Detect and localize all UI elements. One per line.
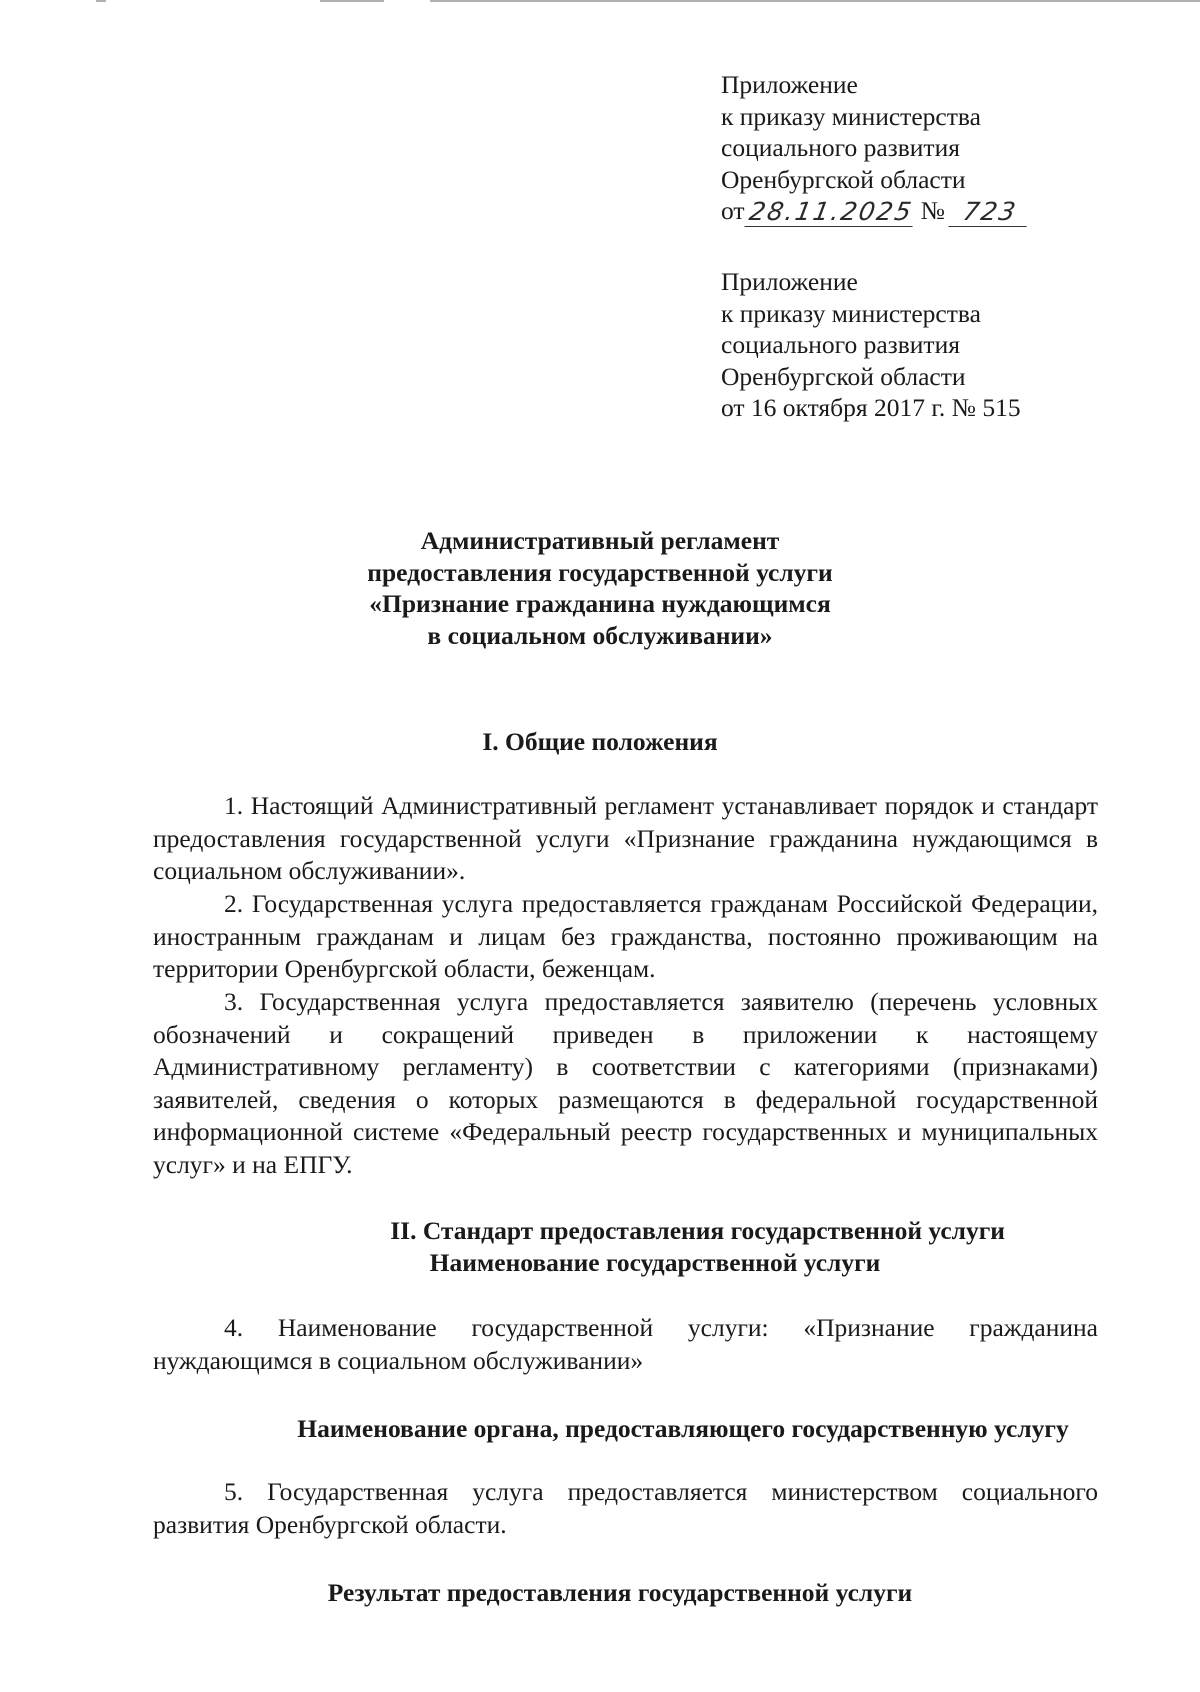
- number-sign: №: [920, 196, 945, 225]
- appendix-line: Оренбургской области: [721, 164, 966, 194]
- paragraph-2: 2. Государственная услуга предоставляется гражданам Российской Федерации, иностранным гражданам и лицам без гражданства, постоянно проживающим на территории Оренбургской области, беженцам.: [153, 889, 1098, 983]
- appendix-block-new: [721, 69, 1029, 227]
- order-date-number-row: [721, 195, 1029, 227]
- section-heading-general: I. Общие положения: [482, 727, 718, 756]
- appendix-line: Оренбургской области: [721, 361, 966, 391]
- title-line: в социальном обслуживании»: [427, 620, 773, 650]
- appendix-line: социального развития: [721, 133, 960, 162]
- title-line: «Признание гражданина нуждающимся: [369, 589, 831, 618]
- appendix-line: Приложение: [721, 267, 858, 296]
- appendix-line: социального развития: [721, 330, 960, 359]
- appendix-line: к приказу министерства: [721, 298, 981, 328]
- handwritten-number: 723: [948, 198, 1031, 227]
- document-title: [0, 525, 1200, 651]
- section-heading-standard: II. Стандарт предоставления государственной услуги: [390, 1216, 1005, 1245]
- title-line: предоставления государственной услуги: [367, 557, 833, 587]
- subheading-service-name: Наименование государственной услуги: [429, 1248, 881, 1277]
- appendix-line: Приложение: [721, 70, 858, 99]
- paragraph-3: 3. Государственная услуга предоставляется заявителю (перечень условных обозначений и сокращений приведен в приложении к настоящему Административному регламенту) в соответствии с категориями (признаками) заявителей, сведения о которых размещаются в федеральной государственной информационной системе «Федеральный реестр государственных и муниципальных услуг» и на ЕПГУ.: [153, 987, 1098, 1179]
- subheading-authority: Наименование органа, предоставляющего государственную услугу: [297, 1414, 1069, 1443]
- appendix-block-old: [721, 266, 1021, 424]
- appendix-line: к приказу министерства: [721, 101, 981, 131]
- paragraph-5: 5. Государственная услуга предоставляется министерством социального развития Оренбургской области.: [153, 1477, 1098, 1539]
- paragraph-1: 1. Настоящий Административный регламент устанавливает порядок и стандарт предоставления государственной услуги «Признание гражданина нуждающимся в социальном обслуживании».: [153, 791, 1098, 885]
- subheading-result: Результат предоставления государственной услуги: [327, 1578, 913, 1607]
- handwritten-date: 28.11.2025: [744, 198, 917, 227]
- from-label: от: [721, 196, 745, 225]
- scan-edge-marks: [0, 0, 1200, 4]
- title-line: Административный регламент: [420, 526, 780, 555]
- paragraph-4: 4. Наименование государственной услуги: «Признание гражданина нуждающимся в социальном обслуживании»: [153, 1313, 1098, 1375]
- appendix-line: от 16 октября 2017 г. № 515: [721, 393, 1021, 422]
